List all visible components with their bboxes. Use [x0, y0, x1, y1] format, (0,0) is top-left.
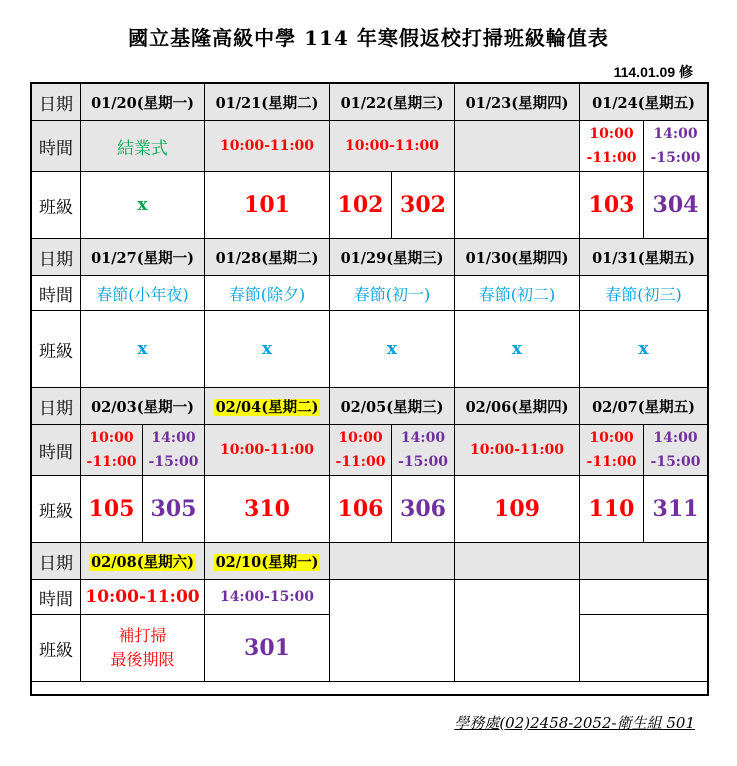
- time-cell: 14:00 -15:00: [392, 425, 455, 476]
- row-label-time: 時間: [32, 580, 81, 615]
- class-cell: x: [81, 172, 205, 239]
- class-cell: 110: [580, 476, 644, 543]
- time-cell: 14:00 -15:00: [644, 425, 708, 476]
- class-cell: 305: [143, 476, 205, 543]
- time-cell: 14:00-15:00: [205, 580, 330, 615]
- empty-cell: [330, 580, 455, 682]
- date-cell: 01/31(星期五): [580, 239, 708, 276]
- time-cell: 10:00 -11:00: [330, 425, 392, 476]
- class-cell-note: 補打掃 最後期限: [81, 615, 205, 682]
- table-row: [32, 476, 708, 543]
- class-cell: x: [81, 311, 205, 388]
- date-highlight: 02/10(星期一): [215, 553, 319, 571]
- date-cell: 01/30(星期四): [455, 239, 580, 276]
- class-cell: 109: [455, 476, 580, 543]
- time-cell: 春節(除夕): [205, 276, 330, 311]
- table-row: [32, 276, 708, 311]
- class-cell-empty: [455, 172, 580, 239]
- row-label-date: 日期: [32, 84, 81, 121]
- class-cell: 101: [205, 172, 330, 239]
- row-label-class: 班級: [32, 311, 81, 388]
- time-cell: 14:00 -15:00: [644, 121, 708, 172]
- contact-footer: 學務處(02)2458-2052-衛生組 501: [454, 714, 695, 732]
- time-cell: 10:00-11:00: [81, 580, 205, 615]
- class-cell: x: [205, 311, 330, 388]
- table-row: [32, 172, 708, 239]
- time-cell: 春節(初三): [580, 276, 708, 311]
- table-row: [32, 388, 708, 425]
- class-cell: 105: [81, 476, 143, 543]
- duty-roster-table: [31, 83, 708, 682]
- table-row: [32, 84, 708, 121]
- empty-cell: [455, 580, 580, 682]
- row-label-date: 日期: [32, 543, 81, 580]
- time-cell: 春節(初一): [330, 276, 455, 311]
- empty-cell: [580, 615, 708, 682]
- date-cell: 01/22(星期三): [330, 84, 455, 121]
- row-label-time: 時間: [32, 121, 81, 172]
- time-cell: 10:00-11:00: [330, 121, 455, 172]
- empty-cell: [330, 543, 455, 580]
- table-row: [32, 425, 708, 476]
- class-cell: 301: [205, 615, 330, 682]
- class-cell: 304: [644, 172, 708, 239]
- class-cell: x: [580, 311, 708, 388]
- date-cell: 02/05(星期三): [330, 388, 455, 425]
- class-cell: x: [330, 311, 455, 388]
- row-label-time: 時間: [32, 276, 81, 311]
- class-cell: 302: [392, 172, 455, 239]
- date-cell: 01/28(星期二): [205, 239, 330, 276]
- row-label-class: 班級: [32, 476, 81, 543]
- table-row: [32, 239, 708, 276]
- time-cell: 10:00-11:00: [455, 425, 580, 476]
- time-cell: 10:00-11:00: [205, 121, 330, 172]
- time-cell: 10:00 -11:00: [580, 425, 644, 476]
- row-label-date: 日期: [32, 388, 81, 425]
- time-cell: 結業式: [81, 121, 205, 172]
- time-cell-empty: [455, 121, 580, 172]
- date-cell: 02/03(星期一): [81, 388, 205, 425]
- empty-cell: [580, 543, 708, 580]
- date-cell: 01/21(星期二): [205, 84, 330, 121]
- class-cell: 306: [392, 476, 455, 543]
- date-highlight: 02/04(星期二): [215, 398, 319, 416]
- time-cell: 春節(初二): [455, 276, 580, 311]
- date-cell-highlighted: [205, 543, 330, 580]
- date-cell: 01/23(星期四): [455, 84, 580, 121]
- row-label-time: 時間: [32, 425, 81, 476]
- date-cell: 02/06(星期四): [455, 388, 580, 425]
- time-cell: 10:00 -11:00: [81, 425, 143, 476]
- time-cell: 10:00 -11:00: [580, 121, 644, 172]
- time-cell: 春節(小年夜): [81, 276, 205, 311]
- class-cell: 102: [330, 172, 392, 239]
- date-cell: 01/27(星期一): [81, 239, 205, 276]
- date-cell: 01/20(星期一): [81, 84, 205, 121]
- class-cell: x: [455, 311, 580, 388]
- time-cell: 14:00 -15:00: [143, 425, 205, 476]
- date-cell: 01/24(星期五): [580, 84, 708, 121]
- table-row: [32, 580, 708, 615]
- row-label-date: 日期: [32, 239, 81, 276]
- class-cell: 311: [644, 476, 708, 543]
- class-cell: 106: [330, 476, 392, 543]
- document-title: 國立基隆高級中學 114 年寒假返校打掃班級輪值表: [128, 26, 609, 50]
- date-cell-highlighted: [205, 388, 330, 425]
- row-label-class: 班級: [32, 172, 81, 239]
- table-row: [32, 121, 708, 172]
- table-row: [32, 311, 708, 388]
- date-cell-highlighted: [81, 543, 205, 580]
- date-cell: 01/29(星期三): [330, 239, 455, 276]
- empty-cell: [455, 543, 580, 580]
- time-cell: 10:00-11:00: [205, 425, 330, 476]
- table-row: [32, 543, 708, 580]
- class-cell: 103: [580, 172, 644, 239]
- row-label-class: 班級: [32, 615, 81, 682]
- date-cell: 02/07(星期五): [580, 388, 708, 425]
- revision-date: 114.01.09 修: [613, 64, 693, 80]
- empty-cell: [580, 580, 708, 615]
- class-cell: 310: [205, 476, 330, 543]
- date-highlight: 02/08(星期六): [91, 553, 194, 571]
